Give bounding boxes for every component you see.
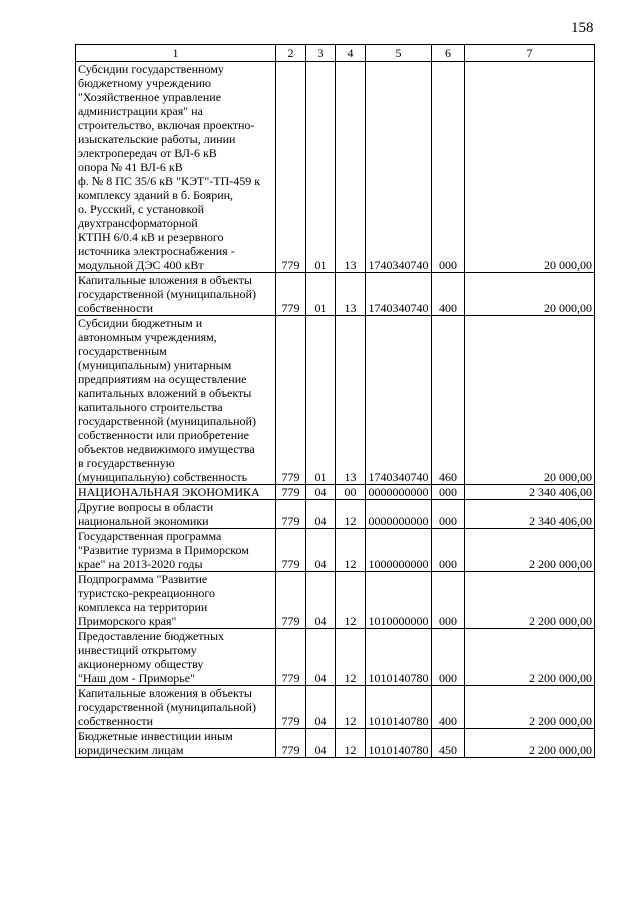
row-name-cell: НАЦИОНАЛЬНАЯ ЭКОНОМИКА	[76, 485, 276, 500]
table-row	[76, 529, 595, 572]
column-header: 2	[276, 45, 306, 62]
subsection-code-cell: 13	[336, 316, 366, 485]
table-row	[76, 62, 595, 273]
amount-cell: 2 200 000,00	[465, 529, 595, 572]
ministry-code-cell: 779	[276, 485, 306, 500]
ministry-code-cell: 779	[276, 686, 306, 729]
expense-type-cell: 000	[432, 572, 465, 629]
section-code-cell: 04	[306, 529, 336, 572]
table-row	[76, 686, 595, 729]
section-code-cell: 04	[306, 686, 336, 729]
ministry-code-cell: 779	[276, 729, 306, 758]
target-article-cell: 0000000000	[366, 500, 432, 529]
column-header-row	[76, 45, 595, 62]
section-code-cell: 04	[306, 572, 336, 629]
row-name-cell: Государственная программа "Развитие туризма в Приморском крае" на 2013-2020 годы	[76, 529, 276, 572]
amount-cell: 20 000,00	[465, 62, 595, 273]
target-article-cell: 1740340740	[366, 62, 432, 273]
expense-type-cell: 000	[432, 629, 465, 686]
ministry-code-cell: 779	[276, 629, 306, 686]
ministry-code-cell: 779	[276, 529, 306, 572]
subsection-code-cell: 12	[336, 686, 366, 729]
ministry-code-cell: 779	[276, 500, 306, 529]
page-number: 158	[571, 20, 594, 36]
amount-cell: 20 000,00	[465, 273, 595, 316]
table-row	[76, 572, 595, 629]
table-row	[76, 273, 595, 316]
target-article-cell: 1010140780	[366, 729, 432, 758]
target-article-cell: 1010140780	[366, 686, 432, 729]
amount-cell: 2 340 406,00	[465, 500, 595, 529]
ministry-code-cell: 779	[276, 273, 306, 316]
subsection-code-cell: 12	[336, 572, 366, 629]
budget-table	[75, 44, 595, 758]
section-code-cell: 01	[306, 316, 336, 485]
table-row	[76, 485, 595, 500]
amount-cell: 20 000,00	[465, 316, 595, 485]
row-name-cell: Предоставление бюджетных инвестиций открытому акционерному обществу "Наш дом - Приморье"	[76, 629, 276, 686]
row-name-cell: Субсидии государственному бюджетному учреждению "Хозяйственное управление администрации края" на строительство, включая проектно- изыскательские работы, линии электропередач от ВЛ-6 кВ опора № 41 ВЛ-6 кВ ф. № 8 ПС 35/6 кВ "КЭТ"-ТП-459 к комплексу зданий в б. Боярин, о. Русский, с установкой двухтрансформаторной КТПН 6/0.4 кВ и резервного источника электроснабжения - модульной ДЭС 400 кВт	[76, 62, 276, 273]
expense-type-cell: 000	[432, 529, 465, 572]
subsection-code-cell: 00	[336, 485, 366, 500]
expense-type-cell: 450	[432, 729, 465, 758]
ministry-code-cell: 779	[276, 62, 306, 273]
column-header: 4	[336, 45, 366, 62]
row-name-cell: Капитальные вложения в объекты государственной (муниципальной) собственности	[76, 686, 276, 729]
target-article-cell: 0000000000	[366, 485, 432, 500]
ministry-code-cell: 779	[276, 316, 306, 485]
column-header: 5	[366, 45, 432, 62]
target-article-cell: 1000000000	[366, 529, 432, 572]
expense-type-cell: 000	[432, 62, 465, 273]
table-row	[76, 316, 595, 485]
column-header: 3	[306, 45, 336, 62]
row-name-cell: Другие вопросы в области национальной экономики	[76, 500, 276, 529]
target-article-cell: 1740340740	[366, 316, 432, 485]
expense-type-cell: 000	[432, 485, 465, 500]
subsection-code-cell: 12	[336, 529, 366, 572]
target-article-cell: 1010000000	[366, 572, 432, 629]
section-code-cell: 04	[306, 485, 336, 500]
column-header: 7	[465, 45, 595, 62]
subsection-code-cell: 12	[336, 629, 366, 686]
table-row	[76, 500, 595, 529]
amount-cell: 2 200 000,00	[465, 686, 595, 729]
target-article-cell: 1010140780	[366, 629, 432, 686]
row-name-cell: Подпрограмма "Развитие туристско-рекреационного комплекса на территории Приморского края"	[76, 572, 276, 629]
ministry-code-cell: 779	[276, 572, 306, 629]
column-header: 1	[76, 45, 276, 62]
row-name-cell: Бюджетные инвестиции иным юридическим лицам	[76, 729, 276, 758]
section-code-cell: 04	[306, 729, 336, 758]
expense-type-cell: 400	[432, 273, 465, 316]
row-name-cell: Субсидии бюджетным и автономным учреждениям, государственным (муниципальным) унитарным предприятиям на осуществление капитальных вложений в объекты капитального строительства государственной (муниципальной) собственности или приобретение объектов недвижимого имущества в государственную (муниципальную) собственность	[76, 316, 276, 485]
subsection-code-cell: 12	[336, 729, 366, 758]
section-code-cell: 01	[306, 273, 336, 316]
amount-cell: 2 200 000,00	[465, 572, 595, 629]
table-row	[76, 629, 595, 686]
amount-cell: 2 340 406,00	[465, 485, 595, 500]
section-code-cell: 01	[306, 62, 336, 273]
expense-type-cell: 400	[432, 686, 465, 729]
amount-cell: 2 200 000,00	[465, 729, 595, 758]
section-code-cell: 04	[306, 629, 336, 686]
subsection-code-cell: 13	[336, 62, 366, 273]
column-header: 6	[432, 45, 465, 62]
row-name-cell: Капитальные вложения в объекты государственной (муниципальной) собственности	[76, 273, 276, 316]
subsection-code-cell: 13	[336, 273, 366, 316]
amount-cell: 2 200 000,00	[465, 629, 595, 686]
subsection-code-cell: 12	[336, 500, 366, 529]
table-row	[76, 729, 595, 758]
section-code-cell: 04	[306, 500, 336, 529]
expense-type-cell: 000	[432, 500, 465, 529]
expense-type-cell: 460	[432, 316, 465, 485]
target-article-cell: 1740340740	[366, 273, 432, 316]
